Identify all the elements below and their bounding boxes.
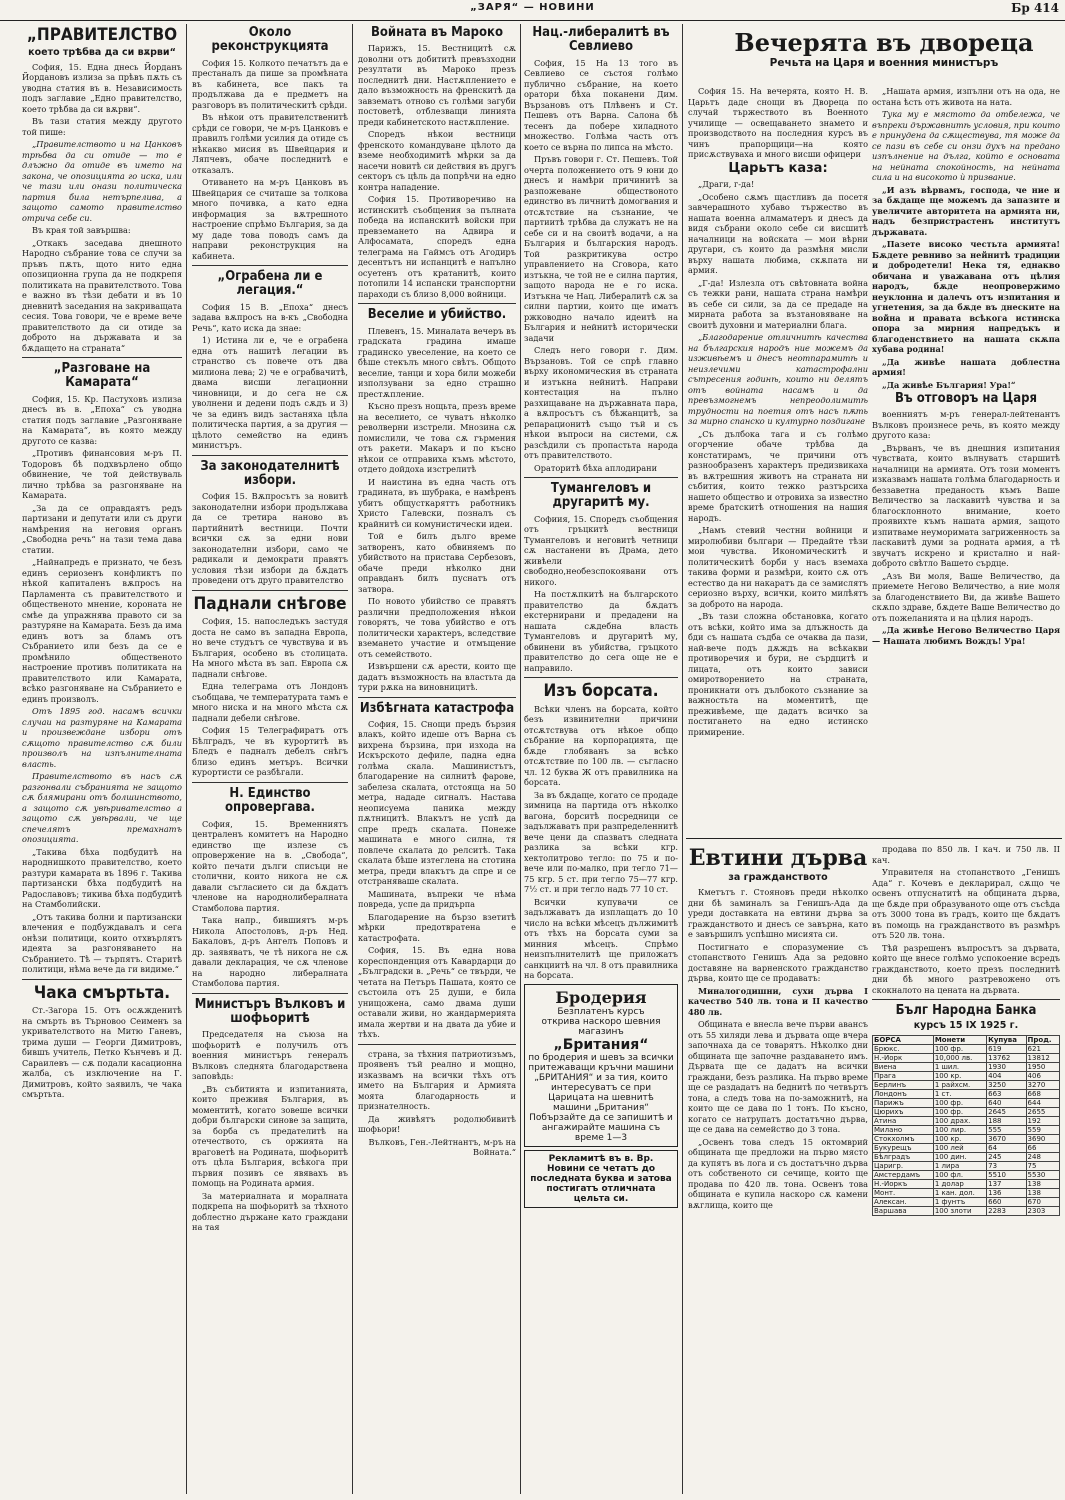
ad-line: по бродерия и шевъ за всички притежаващи кръчни машини „БРИТАНИЯ“ и за тия, които интересуватъ се при Царицата на шевнитѣ машини „Британия“ [528,1052,674,1113]
table-row [873,1135,1060,1144]
bank-subtitle: курсъ 15 IX 1925 г. [913,1020,1019,1032]
article-headline: Въ отговоръ на Царя [894,391,1038,406]
table-cell: 2645 [987,1108,1026,1117]
paragraph: София, 15. Една днесь Йорданъ Йордановъ излиза за прѣвъ пѫть съ уводна статия въ в. Независимость подъ заглавие „Едно правителство, което трѣбва да си вѫрви“. [22,61,182,114]
paragraph: Въ тази статия между другото той пише: [22,116,182,137]
paragraph: София, 15. Въ една нова кореспонденция отъ Кавардарци до „Бълградски в. „Речь“ се твърди, че четата на Петъръ Пашата, която се състоила отъ 25 души, е била унищожена, само двама души оставали живи, но жандармерията имала жертви и на двата да убие и тѣхъ. [358,945,516,1040]
table-header: Прод. [1026,1036,1059,1045]
table-cell: 3250 [987,1081,1026,1090]
paragraph: „Пазете високо честьта армията! Бѫдете ревниво за нейнитѣ традиции и добродетели! Нека тя, еднакво обичана и уважавана отъ цѣлия народъ, бѫде неопровержимо неуклонна и далечъ отъ изпитания и угнетения, за да бѫде въ днеските на война и правата всѣкога истинска опора за мирния напредъкъ и благоденствието на нашата скѫпа хубава родина! [872,239,1060,354]
table-cell: Монт. [873,1189,934,1198]
column-rule [520,24,521,1494]
paragraph: София 15. Колкото печатътъ да е престаналъ да пише за промѣната въ кабинета, все пакъ та продължава да е предметъ на разговоръ въ политическитѣ срѣди. [192,57,348,110]
table-cell: 100 драх. [933,1117,986,1126]
table-row [873,1198,1060,1207]
column-3 [358,24,516,1494]
column-rule [186,24,187,1494]
table-cell: 3270 [1026,1081,1059,1090]
paragraph: „Да живѣе България! Ура!“ [882,379,1016,390]
paragraph: „Особено сѫмъ щастливъ да посетя завчерашното хубаво тържество въ нашата военна алмаматеръ и днесъ да видя събрани около себе си висшитѣ началници на войската — мои вѣрни другари, съ които да размѣня мисли върху нашата любима, скѫпата ни армия. [688,191,868,276]
table-row [873,1063,1060,1072]
article-headline: „Ограбена ли е легация.“ [217,269,323,299]
column-4 [524,24,678,1494]
divider [358,1044,516,1045]
paragraph: Една телеграма отъ Лондонъ съобщава, че температурата тамъ е много ниска и на много мѣста сѫ паднали дебели снѣгове. [192,681,348,723]
advertisement-britania [524,984,678,1147]
table-cell: Милано [873,1126,934,1135]
paragraph: „Нашата армия, изпълни отъ на ода, не остана ѣсть отъ живота на нaта. [872,86,1060,107]
table-cell: 100 фр. [933,1108,986,1117]
table-row [873,1045,1060,1054]
table-cell: 100 фл. [933,1171,986,1180]
paragraph: За въ бѫдаще, когато се продаде зимница на партида отъ нѣколко вагона, борситѣ посредници се задължаватъ при разпределеннитѣ вече цени да спазватъ следната разлика за всѣки кгр. хектолитрово тегло: по 75 и по-вече или по-малко, при тегло 71—75 кгр. 5 ст. при тегло 75—77 кгр. 7½ ст. и при тегло надъ 77 10 ст. [524,789,678,895]
paragraph: Отиването на м-ръ Цанковъ въ Швейцария се считаше за толкова много почивка, а като една информация за вѫтрешното настроение спрѣмо България, за да му даде това поводъ самъ да направи реконструкция на кабинета. [192,177,348,261]
table-cell: 138 [1026,1180,1059,1189]
paragraph: София, 15. Кр. Пастуховъ излиза днесъ въ в. „Епоха“ съ уводна статия подъ заглавие „Разгоняване на Камарата“, въ която между другото се казва: [22,393,182,446]
divider [872,999,1060,1000]
table-cell: 100 лир. [933,1126,986,1135]
table-cell: Бѣлградъ [873,1153,934,1162]
article-headline: „Разговане на Камарата“ [53,361,151,391]
table-cell: 10,000 лв. [933,1054,986,1063]
table-cell: 663 [987,1090,1026,1099]
paragraph: Миналогодишни, сухи дърва I качество 540 лв. тона и II качество 480 лв. [688,985,868,1017]
table-cell: 2283 [987,1207,1026,1216]
paragraph: „Азъ Ви моля, Ваше Величество, да приемете Негово Величество, а ние моля за благоденствието Ви, да живѣе Вашето скѫпо здраве, бѫдете Ваше Величество до отъ пожеланията и на цѣлия народъ. [872,570,1060,623]
paragraph: „Въ събитията и изпитанията, които преживя България, въ моментитѣ, когато зовеше всички добри български синове за защита, за борба съ предателитѣ на отечеството, съ оржията на враговетѣ на Родината, шофьоритѣ отъ цѣла България, всѣкога при първия позивъ се явявахъ въ помощь на Родината армия. [192,1083,348,1189]
signature: Вълковъ, Ген.-Лейтнантъ, м-ръ на Войната.“ [368,1136,516,1158]
advertisement-rekламите [524,1150,678,1208]
divider [22,979,182,980]
table-cell: 1 долар [933,1180,986,1189]
article-headline: Веселие и убийство. [367,307,507,323]
column-rule [352,24,353,1494]
table-cell: 640 [987,1099,1026,1108]
table-cell: 5530 [1026,1171,1059,1180]
article-headline: Изъ борсата. [543,681,659,702]
paragraph: „И азъ вѣрвамъ, господа, че ние и за бѫдаще ще можемъ да запазите и увеличите авторитета на армията ни, надъ безпристрастенъ институтъ държавата. [872,184,1060,237]
divider [358,303,516,304]
table-cell: Варшава [873,1207,934,1216]
table-cell: 13812 [1026,1054,1059,1063]
table-cell: 2655 [1026,1108,1059,1117]
article-headline: Войната въ Мароко [370,25,504,40]
article-headline: Около реконструкцията [211,25,329,55]
banner-headline [706,28,1062,69]
table-cell: 137 [987,1180,1026,1189]
table-row [873,1117,1060,1126]
article-headline: Евтини дърва [688,845,868,871]
table-cell: 644 [1026,1099,1059,1108]
table-cell: 100 злоти [933,1207,986,1216]
ad-line: Безплатенъ курсъ [557,1006,645,1017]
table-cell: Лондонъ [873,1090,934,1099]
right-column-a [688,86,868,831]
table-cell: 1 шил. [933,1063,986,1072]
table-cell: Виена [873,1063,934,1072]
table-cell: 670 [1026,1198,1059,1207]
exchange-rate-table [872,1035,1060,1216]
article-subheadline: Царьтъ каза: [728,160,828,176]
paragraph: Софиия, 15. Споредъ съобщения отъ гръцкитѣ вестници Тумангеловъ и неговитѣ четници сѫ настанени въ Драма, дето живѣели свободно,необезспокоявани отъ никого. [524,513,678,587]
paragraph: военниятъ м-ръ генерал-лейтенантъ Вълковъ произнесе речь, въ която между другото каза: [872,409,1060,441]
table-cell: Брюкс. [873,1045,934,1054]
table-cell: 136 [987,1189,1026,1198]
paragraph: „Благодарение отличнитѣ качества на българския народъ ние можемъ да изживѣемъ и днесъ неотпарамитѣ и неизлечими катастрофални сътресения годинѣ, които ни делятъ отъ войната насамъ и да превъзмогнемъ непреодолимитѣ трудности на поетия отъ насъ пѫть за мирно спанско и културно поздигане [688,332,868,427]
paragraph: Той е билъ дълго време затворенъ, като обвиняемъ по убийството на пристава Сербезовъ, обаче преди нѣколко дни оправданъ билъ пуснатъ отъ затвора. [358,531,516,594]
table-cell: 75 [1026,1162,1059,1171]
paragraph: Тука му е мястото да отбележа, че въпреки държавнитѣ условия, при които е принудена да сѫществува, тя може да се пази въ себе си онзи духъ на предано изпълнение на дълга, който е основата на нейната спокойность, на нейната сила и на високото ѝ призвание. [872,109,1060,182]
paragraph: Ораторитѣ бѣха аплодирани [534,462,658,473]
paragraph: Постигнато е споразумение съ стопанството Генишъ Ада за редовно доставяне на варненското гражданство дърва, които ще се продаватъ: [688,941,868,984]
masthead-title: „ЗАРЯ“ — НОВИНИ [470,2,595,13]
table-cell: 1950 [1026,1063,1059,1072]
paragraph: Да живѣятъ родолюбивитѣ шофьори! [358,1113,516,1135]
paragraph: Въ нѣкои отъ правителственитѣ срѣди се говори, че м-ръ Цанковъ е правилъ голѣми усилия да отиде съ нѣкакво мисия въ Швейцария и Ляпчевъ, обаче последнитѣ е отказалъ. [192,112,348,175]
table-row [873,1144,1060,1153]
paragraph: „Откакъ заседава днешното Народно събрание това се случи за пръвъ пѫть, щото нито една опозиционна група да не подкрепя политиката на правителството. Това е важно въ тѣзи дебати и въ 10 дневнитѣ заседания на закриващата сесия. Това говори, че е време вече правителството да си отиде за доброто на държавата и за бѫдащето на страната“ [22,237,182,353]
table-cell: Н.-Йорк [873,1054,934,1063]
table-cell: 1 кан. дол. [933,1189,986,1198]
paragraph: Плевенъ, 15. Миналата вечеръ въ градската градина имаше градинско увеселение, на което се бѣше стекълъ много свѣтъ. Общото веселие, танци и хора били можеби използувани за едно страшно престѫпление. [358,325,516,399]
article-headline: „ПРАВИТЕЛСТВО [26,25,178,45]
ad-line: Побързайте да се запишитѣ и ангажирайте машина съ време 1—3 [529,1112,673,1143]
ad-line: Рекламитѣ въ в. Вр. Новини се четатъ до последната буква и затова постигатъ отличната цельта си. [530,1153,672,1204]
section-divider [686,838,1062,839]
paragraph: София 15. Вѫпросътъ за новитѣ законодателни избори продължава да се третира наново въ партийнитѣ вестници. Почти всички сѫ за едни нови законодателни избори, само че радикали и демократи правятъ условия тѣзи избори да бѫдатъ проведени отъ друго правителство [192,491,348,586]
article-headline: Н. Единство опровергава. [225,785,315,816]
paragraph: продава по 850 лв. I кач. и 750 лв. II кач. [872,844,1060,865]
paragraph: „Г-да! Излезла отъ свѣтовната война съ тежки рани, нашата страна намѣри въ себе си сили, за да се предаде на мирната работа за възтановяване на своитѣ духовни и материални блага. [688,277,868,330]
table-cell: 404 [987,1072,1026,1081]
table-cell: Прага [873,1072,934,1081]
table-cell: 73 [987,1162,1026,1171]
ad-brand: „Британия“ [553,1036,649,1053]
table-cell: Н.-Йоркъ [873,1180,934,1189]
table-cell: 248 [1026,1153,1059,1162]
paragraph: „Въ тази сложна обстановка, когато отъ всѣки, който има за длъжность да бди съ нашата съдба се очаква да пази, най-вече подъ дѫждъ на всѣкакви противоречия и бури, не сърдцитѣ и лицата, отъ които зависи омиротворението на страната, проникнати отъ дълбокото съзнание за важностьта на моментитѣ, ще преживѣеме, ще дадатъ всичко за постигането на едно истинско примирение. [688,611,868,737]
divider [192,455,348,456]
table-row [873,1090,1060,1099]
table-row [873,1162,1060,1171]
table-cell: 555 [987,1126,1026,1135]
table-row [873,1207,1060,1216]
masthead [0,0,1065,21]
table-cell: 406 [1026,1072,1059,1081]
divider [192,265,348,266]
article-headline: За законодателнитѣ избори. [200,458,340,488]
paragraph: София 15. На вечерята, която Н. В. Царьтъ даде снощи въ Двореца по случай тържеството въ Военното училище — освещаването знамето и производството на последния курсъ въ чинъ прапорщици—на която присѫствуваха и много висши офицери [688,86,868,159]
table-cell: 66 [1026,1144,1059,1153]
table-cell: 245 [987,1153,1026,1162]
table-cell: 138 [1026,1189,1059,1198]
table-cell: Амстердамъ [873,1171,934,1180]
paragraph: „Противъ финансовия м-ръ П. Тодоровъ бѣ подхвърлено общо обвинение, че той действуваль лично трѣбва за разгоняване на Камарата. [22,448,182,501]
divider [192,782,348,783]
table-cell: 1 райхсм. [933,1081,986,1090]
table-row [873,1108,1060,1117]
paragraph: „Намъ стевий честни войници и миролюбиви българи — Предайте тѣзи мои чувства. Икономическитѣ и политическитѣ борби у насъ вземаха такива форми и размѣри, които сѫ отъ естество да ни накаратъ да се замислятъ сериозно върху, всички, които милѣятъ за доброто на народа. [688,525,868,609]
paragraph: Председателя на съюза на шофьоритѣ е получилъ отъ военния министъръ генералъ Вълковъ следнята благодарствена заповѣдь: [192,1029,348,1082]
table-header: БОРСА [873,1036,934,1045]
divider [524,677,678,678]
table-row [873,1072,1060,1081]
paragraph: „Да живѣе Негово Величество Царя — Нашата любимъ Вождъ! Ура! [872,625,1060,646]
table-cell: 668 [1026,1090,1059,1099]
paragraph: „За да се оправдаятъ редъ партизани и депутати или съ други намѣрения на неговия органъ „Свободна речь“ на тази тема дава статии. [22,502,182,555]
table-cell: Атина [873,1117,934,1126]
bank-title: Бълг Народна Банка [895,1003,1037,1018]
paragraph: Извършени сѫ арести, които ще дадатъ възможность на властьта да тури рѫка на виновницитѣ. [358,661,516,693]
paragraph: „Съ дълбока тага и съ голѣмо огорчение обаче трѣбва да констатирамъ, че причини отъ разнообразенъ характеръ предизвикаха въ вѫтрешния животъ на страната ни събития, които тежко разтърсиха нашето общество и отровиха за известно време братскитѣ отношения на нашия народъ. [688,428,868,523]
article-subheadline: което трѣбва да си вѫрви“ [28,46,176,58]
table-cell: 100 лей [933,1144,986,1153]
table-cell: 100 дин. [933,1153,986,1162]
ad-line: открива наскоро шевния магазинъ [541,1016,661,1037]
paragraph: Пръвъ говори г. Ст. Пешевъ. Той очерта положението отъ 9 юни до днесъ и намѣри причинитѣ за разпожеване обществоното единство въ личнитѣ домогвания и отсѫтствие на съзнание, че партиитѣ трѣбва да служатъ не на себе си и на своитѣ водачи, а на България и българския народъ. Той разкритикува остро управлението на Сговора, като изтъкна, че той не е силна партия, защото народа не е го иска. Изтъкна че Нац. Либералитѣ сѫ за силни партии, които ще иматъ ржководно начало идеитѣ на България и нейнитѣ исторически задачи [524,154,678,343]
paragraph: 1) Истина ли е, че е ограбена една отъ нашитѣ легации въ странство съ повече отъ два милиона лева; 2) че е ограбвачитѣ, двама висши легационни чиновници, и до сега не сѫ уволнени и дедени подъ сѫдъ и 3) че за единъ видъ застаняха цѣла политическа партия, а за другия — цѣлото семейство на единъ министъръ. [192,335,348,451]
paragraph: страна, за тѣхния патриотизъмъ, проявенъ тъй реално и мощно, изказвамъ на всички тѣхъ отъ името на България и Армията моята благодарность и признателность. [358,1048,516,1112]
table-cell: 660 [987,1198,1026,1207]
paragraph: Кметътъ г. Стояновъ преди нѣколко дни бѣ заминалъ за Генишъ-Ада да уреди доставката на евтини дърва за гражданството и днесъ се завърна, като е завършилъ успѣшно мисията си. [688,887,868,940]
divider [192,993,348,994]
table-cell: 100 кр. [933,1135,986,1144]
table-row [873,1054,1060,1063]
article-headline: Министъръ Вълковъ и шофьоритѣ [194,996,346,1026]
table-cell: 2303 [1026,1207,1059,1216]
paragraph: „Драги, г-да! [698,179,755,190]
paragraph: И наистина въ една часть отъ градината, въ шубрака, е намѣренъ убитъ общусткаряттъ работникъ Христо Галевски, позналъ съ крайнитѣ си комунистически идеи. [358,476,516,529]
divider [22,357,182,358]
paragraph: По новото убийство се правятъ различни предположения нѣкои говорятъ, че това убийство е отъ политически характеръ, вследствие вземането участие и отмъщение отъ семейството. [358,596,516,659]
table-cell: 3670 [987,1135,1026,1144]
table-cell: Стокхолмъ [873,1135,934,1144]
paragraph: „Да живѣе нашата доблестна армия! [872,356,1060,377]
table-row [873,1081,1060,1090]
table-row [873,1153,1060,1162]
table-cell: 188 [987,1117,1026,1126]
table-cell: 100 фр. [933,1099,986,1108]
ad-title: Бродерия [555,987,647,1007]
table-row [873,1180,1060,1189]
paragraph: Общината е внесла вече първи авансъ отъ 55 хиляди лева и дървата още вчера започнаха да се товарятъ. Нѣколко дни общината ще започне раздаването имъ. Дървата ще се дадатъ на всички граждани, безъ разлика. На първо време ще се раздадатъ на беднитѣ по четвъртъ тона, а следъ това на по-заможнитѣ, на които ще се дава по 1 тонъ. По късно, когато се натрупатъ достатъчно дърва, ще се дава на семейство до 3 тона. [688,1019,868,1135]
table-cell: 3690 [1026,1135,1059,1144]
divider [192,590,348,591]
table-row [873,1189,1060,1198]
paragraph: Тѣй разрешенъ въпросътъ за дървата, който ще внесе голѣмо успокоение всредъ гражданството, което презъ последнитѣ дни бѣ много разтревожено отъ скокналото на цената на дървата. [872,942,1060,995]
paragraph: София 15 Телеграфиратъ отъ Бѣлградъ, че въ курортитѣ въ Бледъ е падналъ дебелъ снѣгъ близо единъ метъръ. Всички курортисти се разбѣгали. [192,725,348,778]
article-headline: Нац.-либералитѣ въ Севлиево [532,25,670,55]
table-cell: Парижъ [873,1099,934,1108]
paragraph: София, 15. Временниятъ централенъ комитетъ на Народно единство ще излезе съ опровержение на в. „Свобода“, който печати дълги списъци не столични, които никога не сѫ давали съгласието си да бѫдатъ членове на народнолибералната Стамболова партия. [192,818,348,913]
article-headline: Паднали снѣгове [193,593,347,614]
table-cell: 1 фунтъ [933,1198,986,1207]
column-rule [682,24,683,1494]
table-cell: 5510 [987,1171,1026,1180]
table-header: Монети [933,1036,986,1045]
table-cell: 64 [987,1144,1026,1153]
table-cell: Цюрихъ [873,1108,934,1117]
table-cell: Букурещъ [873,1144,934,1153]
table-cell: 619 [987,1045,1026,1054]
table-cell: 559 [1026,1126,1059,1135]
table-cell: Царигр. [873,1162,934,1171]
article-headline: Чака смъртьта. [33,982,171,1003]
paragraph: София, 15. Снощи предъ бързия влакъ, който идеше отъ Варна съ вихрена бързина, при изхода на Искърското дефиле, падна една голѣма скала. Машинистътъ, благодарение на силнитѣ фарове, забелеза скалата, отстояща на 50 метра, нададе сигналъ. Настава неописуема паника между пѫтницитѣ. Влакътъ не успѣ да спре предъ скалата. Понеже машината е много силна, тя повлече скалата до релситѣ. Така скалата бѣше изтеглена на стотина метра, преди влакътъ да спре и се отстраняваше скалата. [358,718,516,887]
table-row [873,1171,1060,1180]
paragraph: „Такива бѣха подбудитѣ на народнишкото правителство, което разтури камарата въ 1896 г. Такива партизански бѣха подбудитѣ на Радославовъ; тикива бѣха подбудитѣ на Стамболийски. [22,846,182,910]
paragraph: Късно презъ нощьта, презъ време на веселието, се чуватъ нѣколко револверни изстрели. Мнозина сѫ помислили, че това сѫ гърмения отъ ракети. Макаръ и по късно нѣкои се отправиха къмъ мѣстото, отдето дойдоха изстрелитѣ [358,401,516,475]
paragraph: За материалната и моралната подкрепа на шофьоритѣ за тѣхното доблестно държане като граждани на тая [192,1190,348,1233]
table-cell: 1 лира [933,1162,986,1171]
paragraph: Благодарение на бързо взетитѣ мѣрки предотвратена е катастрофата. [358,911,516,943]
paragraph: Споредъ нѣкои вестници френското командуване цѣлото да вземе необходимитѣ мѣрки за да насечи новитѣ си действия въ другъ секторъ съ цѣль да попрѣчи на едно контра нападение. [358,129,516,192]
banner-subtitle: Речьта на Царя и военния министъръ [769,57,999,69]
table-body [873,1045,1060,1216]
paragraph: Парижъ, 15. Вестницитѣ сѫ доволни отъ добититѣ превъзходни резултати въ Мароко презъ последнитѣ дни. Настѫплението е дало възможность на френскитѣ да завзематъ отново съ голѣми загуби постоветѣ, отблезващи линията преди кабинетското настѫпление. [358,43,516,127]
table-cell: 13762 [987,1054,1026,1063]
paragraph: Така напр., бившиятъ м-ръ Никола Апостоловъ, д-ръ Нед. Бакаловъ, д-ръ Ангелъ Поповъ и др. заявяватъ, че тѣ никога не сѫ давали декларация, че сѫ членове на народно либералната Стамболова партия. [192,915,348,989]
paragraph: София, 15. напоследъкъ застудя доста не само въ западна Европа, но вече студътъ се чувствува и въ България, особено въ столицата. На много мѣста въ зап. Европа сѫ паднали снѣгове. [192,616,348,679]
divider [358,697,516,698]
table-cell: Берлинъ [873,1081,934,1090]
column-1 [22,24,182,1494]
table-header-row [873,1036,1060,1045]
paragraph: Отъ 1895 год. насамъ всички случаи на разтуряне на Камарата и произвеждане избори отъ сѫщото правителство сѫ били произволъ на изпълнителната власть. [22,706,182,769]
table-cell: 192 [1026,1117,1059,1126]
article-subheadline: за гражданството [728,872,828,884]
paragraph: „Върванъ, че въ днешния изпитания чувствата, които вълнуватъ старшитѣ началници на армията. Отъ този моментъ изказвамъ нашата голѣма благодарность и беззаветна преданость къмъ Ваше Величество за ласкавитѣ чувства и за благосклонното внимание, което проявихте къмъ нашата армия, защото изпитваме неуморимата загриженность за ласкавитѣ думи за родната армия, а тѣ звучатъ искрено и кристално и най-доброто свѣтло Вашето сърдце. [872,442,1060,569]
paragraph: Всички купувачи се задължаватъ да изплащатъ до 10 число на всѣки мѣсецъ дължимитѣ отъ тѣхъ на борсата суми за минния мѣсецъ. Спрѣмо неизпълнителитѣ ще приложатъ санкциитѣ на чл. 8 отъ правилника на борсата. [524,896,678,981]
paragraph: „Отъ такива болни и партизански влечения е подбуждавалъ и сега онѣзи политици, които отхвърлятъ идеята за разгоняването на Събранието. Тѣ — търпятъ. Старитѣ политици, нѣма вече да ги видиме.“ [22,911,182,975]
table-header: Купува [987,1036,1026,1045]
divider [524,477,678,478]
table-row [873,1126,1060,1135]
paragraph: Ст.-Загора 15. Отъ осѫжденитѣ на смърть въ Търновоо Сеименъ за укривателството на Митю Ганевъ, трима души — Георги Димитровъ, бившъ учитель, Петко Кънчевъ и Д. Сараилевъ — сѫ подали касационна жалба, съ изключение на Г. Димитровъ, който заявилъ, че чака смъртьта. [22,1005,182,1100]
table-row [873,1099,1060,1108]
right-column-b [872,86,1060,831]
right-column-c [688,844,868,1494]
table-cell: 1 ст. [933,1090,986,1099]
table-cell: 621 [1026,1045,1059,1054]
paragraph: Следъ него говори г. Дим. Вързановъ. Той се спрѣ главно върху икономическия въ страната и изтъкна нейнитѣ. Направи контестация на пълно разхищаване на държавната пара, а вѫпросътъ съ бѣжанцитѣ, за репарационитѣ също тъй и съ нѣкои въпроси на системи, сѫ разсѣдили съ пропастьта народа отъ правителството. [524,345,678,461]
paragraph: Машината, въпреки че нѣма повреда, успе да придърпа [358,888,516,910]
paragraph: Управителя на стопанството „Генишъ Ада“ г. Кочевъ е декларирал, сѫщо че освенъ отпуснатитѣ на общината дърва, ще бѫде при образуваното още отъ съсѣда отъ 3000 тона въ градъ, които ще бѫдатъ въ помощь на гражданството въ размѣръ отъ 520 лв. тона. [872,867,1060,940]
banner-title: Вечерята въ двореца [734,28,1034,57]
paragraph: „Найнапредъ е признато, че безъ единъ сериозенъ конфликтъ по нѣкой капиталенъ вѫпросъ на Парламента съ правителството и общественото мнение, короната не смѣе да упражнява правото си за разтуряне на Камарата. Безъ да има единъ вотъ за бламъ отъ Събранието или безъ да се е промѣнило общественото настроение противъ политиката на правителството или Камарата, всѣко разгоняване на Събранието е единъ произволъ. [22,557,182,704]
article-headline: Тумангеловъ и другаритѣ му. [550,481,652,511]
paragraph: Въ края той завършва: [32,225,131,236]
column-2 [192,24,348,1494]
paragraph: Правителството въ насъ сѫ разгонвали събранията не защото сѫ блямирани отъ болшинството, а защото сѫ увѣривателство а защото сѫ увѣрвали, че ще спечелятъ премахнатъ опозицията. [22,771,182,845]
article-headline: Избѣгната катастрофа [359,700,515,716]
paragraph: На постѫпкитѣ на българското правителство да бѫдатъ екстернирани и предадени на нашата сѫдебна власть Тумангеловъ и другаритѣ му, обвинени въ убийства, гръцкото правителство до сега още не е направило. [524,589,678,673]
paragraph: „Освенъ това следъ 15 октомврий общината ще предложи на първо място да купятъ въ лога и съ достатъчно дърва отъ собственото си сечище, които ще продава по 420 лв. тона. Освенъ това общината е купила наскоро сѫ камени вѫглища, които ще [688,1136,868,1210]
paragraph: София 15. Противоречиво на истинскитѣ съобщения за пълната победа на испанскитѣ войски при превземането на Адвира и Алфосамата, споредъ една телеграма на Гаймсъ отъ Агодиръ десентътъ ни испанцитѣ е напълно осуетенъ отъ кратанитѣ, които потопили 14 испански транспортни параходи съ близо 8,000 войници. [358,194,516,299]
table-cell: 100 фр. [933,1045,986,1054]
right-column-d [872,844,1060,1494]
table-cell: 100 кр. [933,1072,986,1081]
table-cell: 1930 [987,1063,1026,1072]
paragraph: „Правителството и на Цанковъ трѣбва да си отиде — то е длъжно да отиде въ името на закона, че опозицията го иска, или че тази или онази политическа партия била нетърпелива, а защото самото правителство отрича себе си. [22,139,182,223]
paragraph: София, 15 На 13 того въ Севлиево се състоя голѣмо публично събрание, на което оратори бѣха поканени Дим. Вързановъ отъ Плѣвенъ и Ст. Пешевъ отъ Варна. Салона бѣ тесенъ да побере хиладното множество. Голѣма часть отъ което се върна по липса на мѣсто. [524,57,678,152]
paragraph: София 15 В. „Епоха“ днесъ задава вѫпросъ на в-къ „Свободна Речь“, като иска да знае: [192,301,348,333]
page-number: Бр 414 [1011,1,1059,15]
paragraph: Всѣки членъ на борсата, който безъ извинителни причини отсѫтствува отъ нѣкое общо събрание на корпорацията, ще бѫде глобяванъ за всѣко отсѫтствие по 100 лв. — съгласно чл. 12 буква Ж отъ правилника на борсата. [524,703,678,788]
table-cell: Алексан. [873,1198,934,1207]
